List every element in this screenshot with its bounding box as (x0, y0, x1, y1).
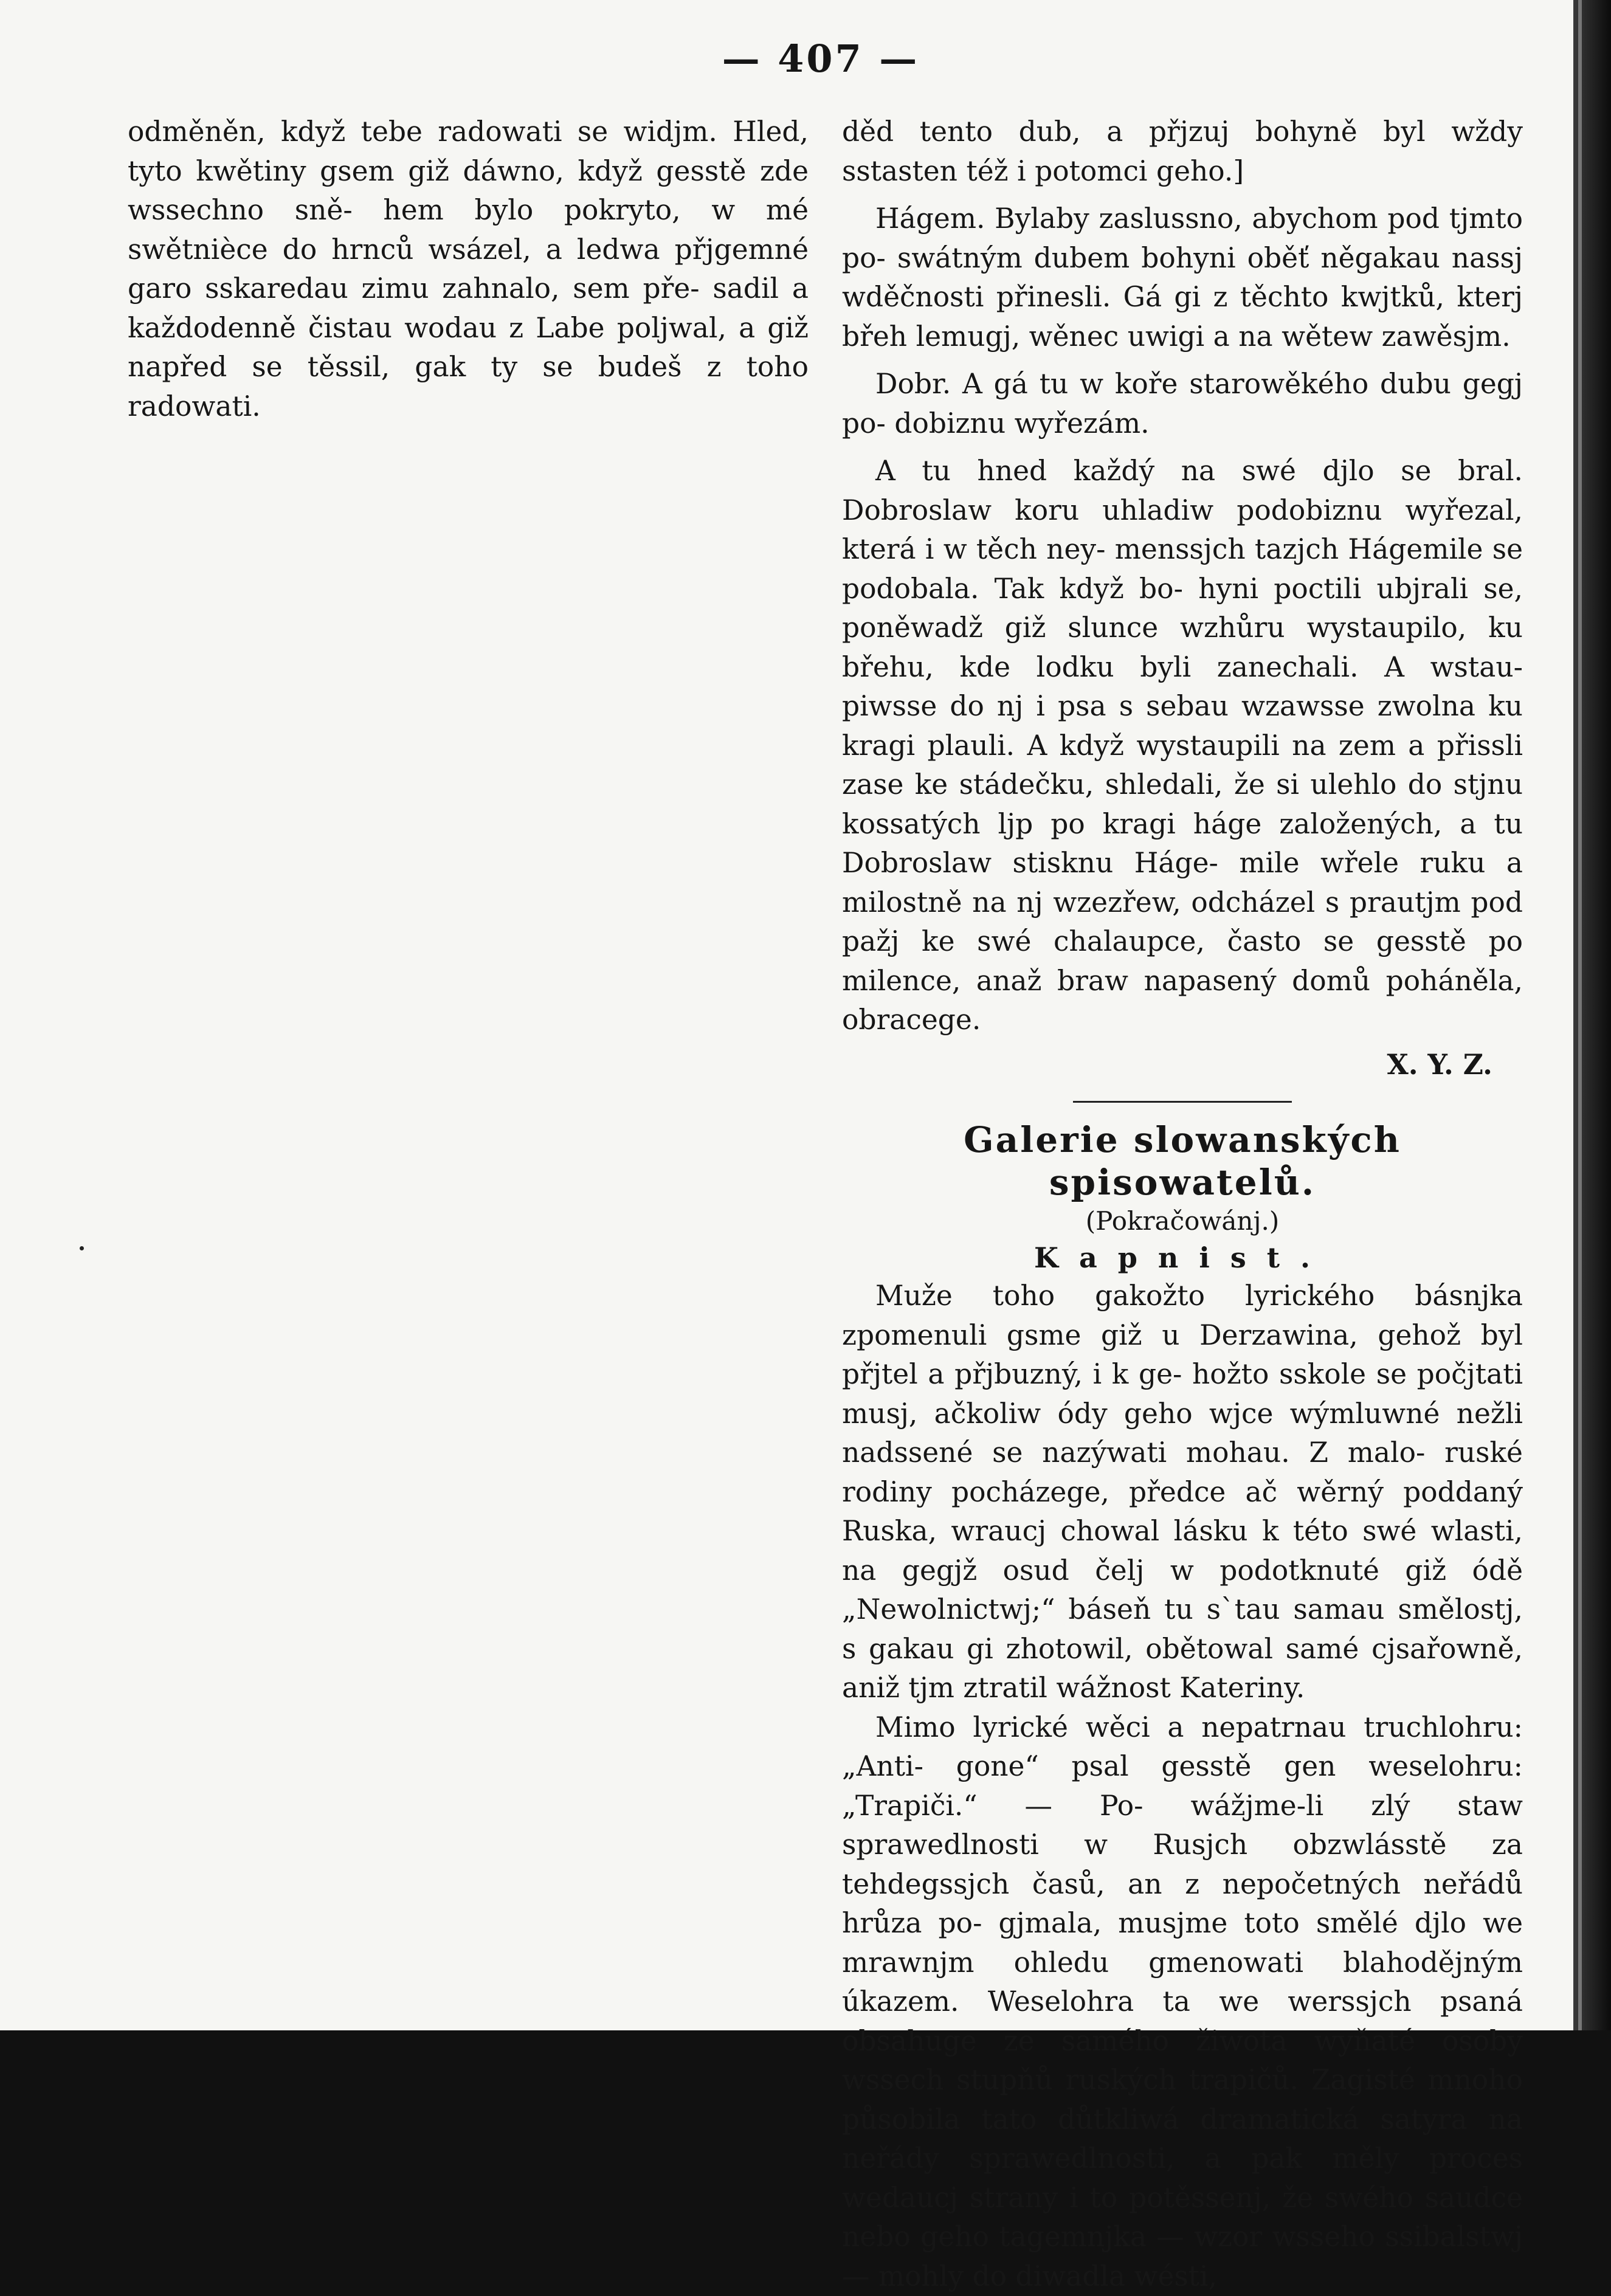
story-paragraph: děd tento dub, a přjzuj bohyně byl wždy sstasten též i potomci geho.] (842, 112, 1523, 191)
ink-speck (80, 1246, 84, 1250)
section-title: Galerie slowanských spisowatelů. (842, 1119, 1523, 1204)
continued-note: (Pokračowánj.) (842, 1204, 1523, 1239)
section-divider (1073, 1101, 1292, 1103)
left-column (128, 112, 809, 426)
story-paragraph: Hágem. Bylaby zaslussno, abychom pod tjmto po- swátným dubem bohyni oběť něgakau nassj wděčnosti přinesli. Gá gi z těchto kwjtků, kterj břeh lemugj, wěnec uwigi a na wětew zawěsjm. (842, 199, 1523, 356)
story-paragraph: Dobr. A gá tu w koře starowěkého dubu gegj po- dobiznu wyřezám. (842, 365, 1523, 443)
right-column (842, 112, 1523, 2296)
story-paragraph: odměněn, když tebe radowati se widjm. Hled, tyto kwětiny gsem giž dáwno, když gesstě zde wssechno sně- hem bylo pokryto, w mé swětnièce do hrnců wsázel, a ledwa přjgemné garo sskaredau zimu zahnalo, sem pře- sadil a každodenně čistau wodau z Labe poljwal, a giž napřed se těssil, gak ty se budeš z toho radowati. (128, 112, 809, 426)
author-signature: X. Y. Z. (842, 1045, 1523, 1084)
author-heading: Kapnist. (842, 1239, 1523, 1277)
story-paragraph: A tu hned každý na swé djlo se bral. Dobroslaw koru uhladiw podobiznu wyřezal, která i w těch ney- menssjch tazjch Hágemile se podobala. Tak když bo- hyni poctili ubjrali se, poněwadž giž slunce wzhůru wystaupilo, ku břehu, kde lodku byli zanechali. A wstau- piwsse do nj i psa s sebau wzawsse zwolna ku kragi plauli. A když wystaupili na zem a přissli zase ke stádečku, shledali, že si ulehlo do stjnu kossatých ljp po kragi háge založených, a tu Dobroslaw stisknu Háge- mile wřele ruku a milostně na nj wzezřew, odcházel s prautjm pod pažj ke swé chalaupce, často se gesstě po milence, anaž braw napasený domů poháněla, obracege. (842, 452, 1523, 1040)
scan-edge-rule (1578, 0, 1582, 2030)
article-paragraph: Muže toho gakožto lyrického básnjka zpomenuli gsme giž u Derzawina, gehož byl přjtel a přjbuzný, i k ge- hožto sskole se počjtati musj, ačkoliw ódy geho wjce wýmluwné nežli nadssené se nazýwati mohau. Z malo- ruské rodiny pocházege, předce ač wěrný poddaný Ruska, wraucj chowal lásku k této swé wlasti, na gegjž osud čelj w podotknuté giž ódě „Newolnictwj;“ báseň tu s`tau samau smělostj, s gakau gi zhotowil, obětowal samé cjsařowně, aniž tjm ztratil wážnost Kateriny. (842, 1277, 1523, 1708)
page-number: — 407 — (699, 36, 942, 81)
article-paragraph: Mimo lyrické wěci a nepatrnau truchlohru: „Anti- gone“ psal gesstě gen weselohru: „Trapiči.“ — Po- wážjme-li zlý staw sprawedlnosti w Rusjch obzwlásstě za tehdegssjch časů, an z nepočetných neřádů hrůza po- gjmala, musjme toto smělé djlo we mrawnjm ohledu gmenowati blahodějným úkazem. Weselohra ta we werssjch psaná obsahuge ze samého žiwota wyňaté osoby wssech stupňů ruských trapičů. Zagisté mnoho působila tato důtkliwá dramatická satyra na neřády sprawedlnosti, a pak měly proces wedaucj strany i to potěssenj, že swého saudce nebo geho tagemnjka — wzor wsseho ssibalstwj — mohly do diwadla wésti, (842, 1708, 1523, 2296)
